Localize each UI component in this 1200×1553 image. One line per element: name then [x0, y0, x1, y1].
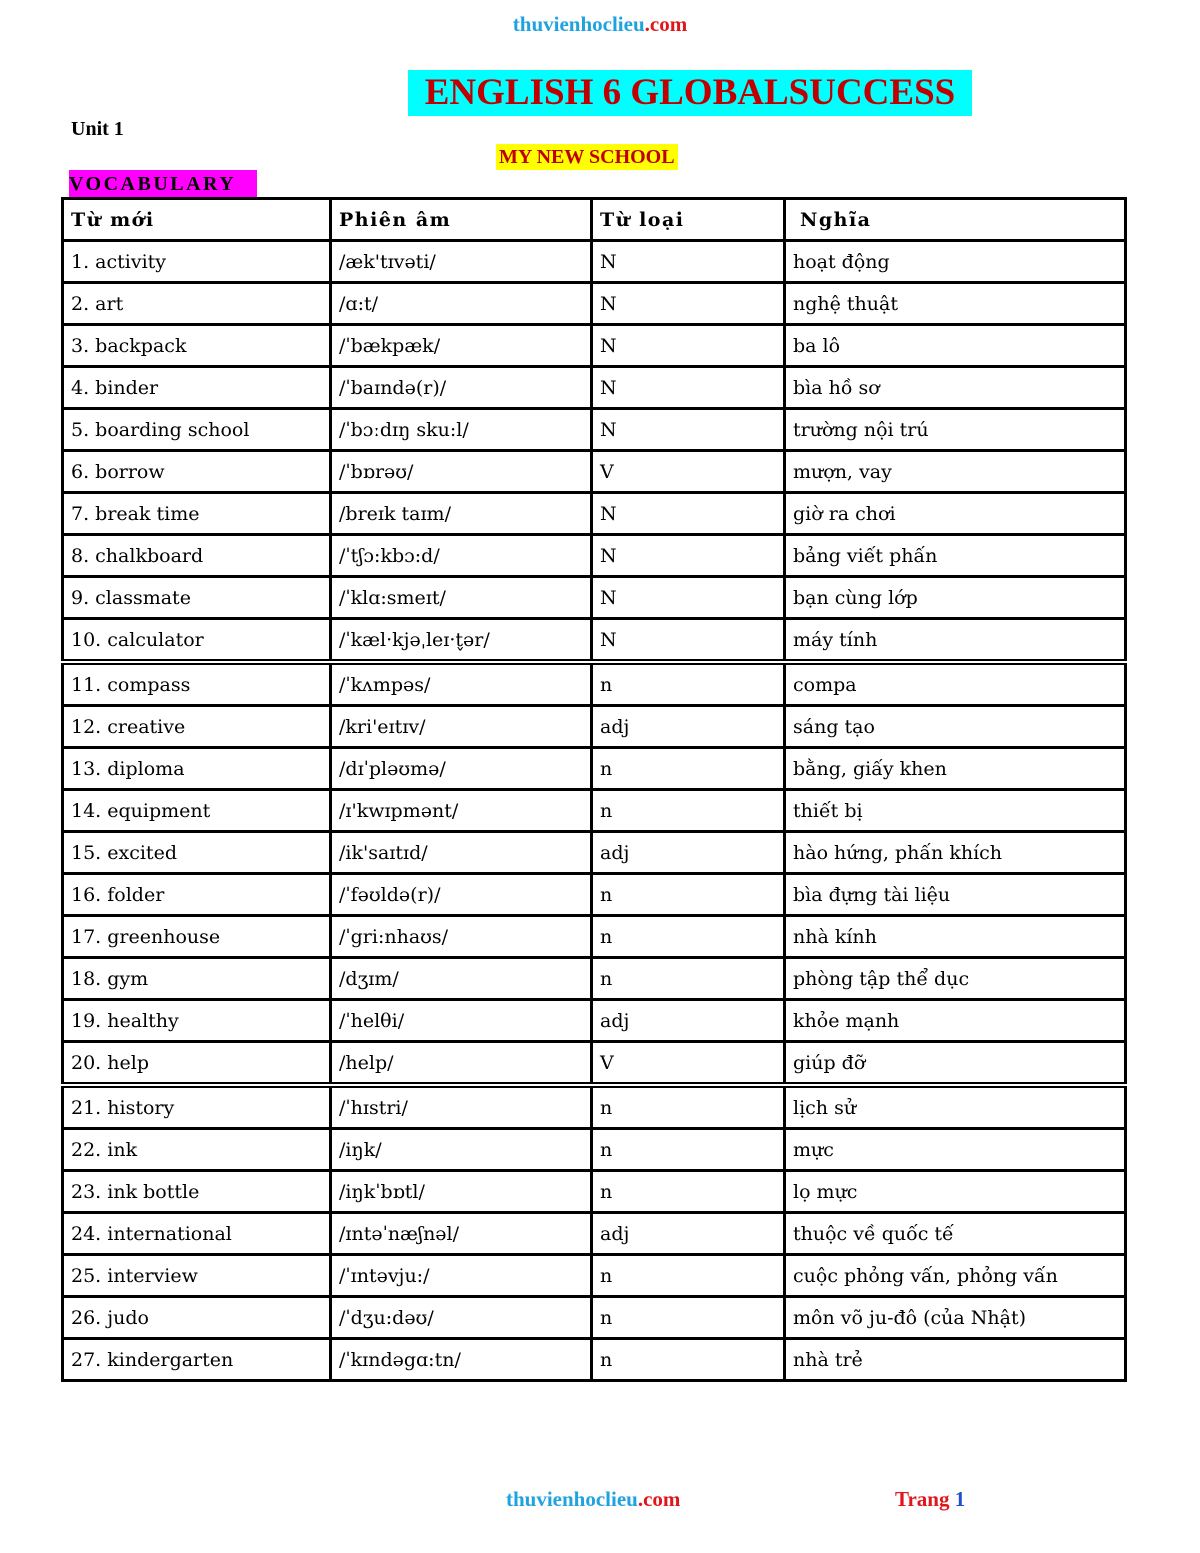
vocab-ipa: /iŋk/	[331, 1129, 592, 1171]
vocab-pos: adj	[592, 1000, 785, 1042]
vocab-word: 16. folder	[63, 874, 331, 916]
vocab-meaning: hoạt động	[785, 241, 1126, 283]
vocab-pos: n	[592, 916, 785, 958]
vocab-pos: adj	[592, 1213, 785, 1255]
vocab-pos: n	[592, 958, 785, 1000]
vocabulary-table	[61, 197, 1127, 1382]
page-label: Trang	[895, 1487, 950, 1511]
vocab-ipa: /ˈdʒu:dəʊ/	[331, 1297, 592, 1339]
vocab-meaning: mượn, vay	[785, 451, 1126, 493]
vocab-pos: adj	[592, 832, 785, 874]
vocab-word: 18. gym	[63, 958, 331, 1000]
vocab-pos: N	[592, 367, 785, 409]
vocab-ipa: /ˈkɪndəgɑ:tn/	[331, 1339, 592, 1381]
column-header-meaning: Nghĩa	[785, 199, 1126, 241]
vocab-word: 10. calculator	[63, 619, 331, 663]
vocab-ipa: /ˈfəʊldə(r)/	[331, 874, 592, 916]
column-header-word: Từ mới	[63, 199, 331, 241]
vocab-word: 3. backpack	[63, 325, 331, 367]
column-header-pos: Từ loại	[592, 199, 785, 241]
vocab-word: 24. international	[63, 1213, 331, 1255]
vocab-meaning: thuộc về quốc tế	[785, 1213, 1126, 1255]
vocab-pos: N	[592, 493, 785, 535]
vocab-ipa: /ɪntəˈnæʃnəl/	[331, 1213, 592, 1255]
vocab-ipa: /dʒɪm/	[331, 958, 592, 1000]
vocab-pos: n	[592, 1339, 785, 1381]
vocab-ipa: /ˈbɒrəʊ/	[331, 451, 592, 493]
vocab-word: 17. greenhouse	[63, 916, 331, 958]
vocab-ipa: /ˈkæl·kjəˌleɪ·t̬ər/	[331, 619, 592, 663]
vocab-meaning: nhà trẻ	[785, 1339, 1126, 1381]
vocab-word: 21. history	[63, 1085, 331, 1129]
vocab-meaning: môn võ ju-đô (của Nhật)	[785, 1297, 1126, 1339]
table-row	[63, 619, 1126, 663]
vocab-meaning: khỏe mạnh	[785, 1000, 1126, 1042]
table-row	[63, 1085, 1126, 1129]
vocab-ipa: /ˈhelθi/	[331, 1000, 592, 1042]
vocab-meaning: lịch sử	[785, 1085, 1126, 1129]
section-label: VOCABULARY	[69, 170, 257, 197]
vocab-word: 13. diploma	[63, 748, 331, 790]
vocab-ipa: /ˈtʃɔ:kbɔ:d/	[331, 535, 592, 577]
vocab-word: 15. excited	[63, 832, 331, 874]
vocab-ipa: /ˈhɪstri/	[331, 1085, 592, 1129]
table-row	[63, 1255, 1126, 1297]
vocab-meaning: máy tính	[785, 619, 1126, 663]
vocab-meaning: trường nội trú	[785, 409, 1126, 451]
page-number	[895, 1487, 965, 1512]
table-header-row	[63, 199, 1126, 241]
vocab-word: 12. creative	[63, 706, 331, 748]
site-name: thuvienhoclieu	[512, 12, 645, 36]
vocab-meaning: nhà kính	[785, 916, 1126, 958]
unit-label: Unit 1	[71, 118, 124, 140]
vocab-pos: N	[592, 325, 785, 367]
vocab-meaning: bìa đựng tài liệu	[785, 874, 1126, 916]
vocab-meaning: nghệ thuật	[785, 283, 1126, 325]
vocab-meaning: hào hứng, phấn khích	[785, 832, 1126, 874]
vocab-ipa: /ˈklɑ:smeɪt/	[331, 577, 592, 619]
table-row	[63, 325, 1126, 367]
vocab-pos: n	[592, 1171, 785, 1213]
document-title: ENGLISH 6 GLOBALSUCCESS	[408, 70, 972, 116]
vocab-meaning: lọ mực	[785, 1171, 1126, 1213]
vocab-pos: N	[592, 241, 785, 283]
vocab-meaning: compa	[785, 662, 1126, 706]
vocab-pos: n	[592, 1129, 785, 1171]
vocab-word: 19. healthy	[63, 1000, 331, 1042]
table-row	[63, 832, 1126, 874]
vocab-word: 27. kindergarten	[63, 1339, 331, 1381]
table-row	[63, 1000, 1126, 1042]
vocab-pos: n	[592, 748, 785, 790]
table-row	[63, 409, 1126, 451]
vocab-ipa: /help/	[331, 1042, 592, 1086]
vocab-meaning: phòng tập thể dục	[785, 958, 1126, 1000]
vocab-pos: N	[592, 283, 785, 325]
table-row	[63, 535, 1126, 577]
vocab-word: 1. activity	[63, 241, 331, 283]
vocab-pos: n	[592, 662, 785, 706]
table-row	[63, 874, 1126, 916]
vocab-word: 22. ink	[63, 1129, 331, 1171]
table-row	[63, 367, 1126, 409]
table-row	[63, 1129, 1126, 1171]
vocab-meaning: cuộc phỏng vấn, phỏng vấn	[785, 1255, 1126, 1297]
vocab-pos: N	[592, 535, 785, 577]
vocab-meaning: mực	[785, 1129, 1126, 1171]
table-row	[63, 577, 1126, 619]
vocab-word: 8. chalkboard	[63, 535, 331, 577]
page-number-value: 1	[954, 1487, 966, 1511]
vocab-word: 25. interview	[63, 1255, 331, 1297]
vocab-ipa: /ˈɪntəvju:/	[331, 1255, 592, 1297]
vocab-word: 9. classmate	[63, 577, 331, 619]
table-row	[63, 790, 1126, 832]
vocab-ipa: /ˈgri:nhaʊs/	[331, 916, 592, 958]
table-row	[63, 1213, 1126, 1255]
footer-site-domain: .com	[637, 1487, 681, 1511]
table-row	[63, 706, 1126, 748]
table-row	[63, 1042, 1126, 1086]
vocab-meaning: bạn cùng lớp	[785, 577, 1126, 619]
vocab-meaning: giờ ra chơi	[785, 493, 1126, 535]
vocab-pos: n	[592, 790, 785, 832]
vocab-ipa: /ˈkʌmpəs/	[331, 662, 592, 706]
vocab-ipa: /ˈbaɪndə(r)/	[331, 367, 592, 409]
vocab-meaning: giúp đỡ	[785, 1042, 1126, 1086]
vocab-meaning: bằng, giấy khen	[785, 748, 1126, 790]
vocab-meaning: bìa hồ sơ	[785, 367, 1126, 409]
vocab-ipa: /ɑ:t/	[331, 283, 592, 325]
vocab-word: 26. judo	[63, 1297, 331, 1339]
vocab-ipa: /breɪk taɪm/	[331, 493, 592, 535]
vocab-ipa: /ˈbɔːdɪŋ sku:l/	[331, 409, 592, 451]
vocab-ipa: /kri'eɪtɪv/	[331, 706, 592, 748]
table-row	[63, 916, 1126, 958]
vocab-pos: N	[592, 409, 785, 451]
vocab-word: 20. help	[63, 1042, 331, 1086]
vocab-pos: V	[592, 1042, 785, 1086]
vocab-word: 23. ink bottle	[63, 1171, 331, 1213]
table-row	[63, 493, 1126, 535]
table-row	[63, 748, 1126, 790]
vocab-ipa: /ˈbækpæk/	[331, 325, 592, 367]
table-row	[63, 1339, 1126, 1381]
table-row	[63, 241, 1126, 283]
vocab-ipa: /æk'tɪvəti/	[331, 241, 592, 283]
vocab-word: 7. break time	[63, 493, 331, 535]
vocab-pos: V	[592, 451, 785, 493]
vocab-pos: N	[592, 577, 785, 619]
vocab-pos: N	[592, 619, 785, 663]
column-header-ipa: Phiên âm	[331, 199, 592, 241]
vocab-word: 5. boarding school	[63, 409, 331, 451]
vocab-meaning: thiết bị	[785, 790, 1126, 832]
table-row	[63, 662, 1126, 706]
vocab-word: 11. compass	[63, 662, 331, 706]
table-row	[63, 451, 1126, 493]
vocab-pos: n	[592, 874, 785, 916]
vocab-word: 4. binder	[63, 367, 331, 409]
table-row	[63, 958, 1126, 1000]
site-header-link[interactable]	[0, 12, 1200, 37]
site-footer-link[interactable]	[506, 1487, 680, 1512]
vocab-pos: n	[592, 1085, 785, 1129]
vocab-word: 14. equipment	[63, 790, 331, 832]
vocab-ipa: /ɪ'kwɪpmənt/	[331, 790, 592, 832]
vocab-word: 2. art	[63, 283, 331, 325]
vocab-meaning: bảng viết phấn	[785, 535, 1126, 577]
vocab-meaning: ba lô	[785, 325, 1126, 367]
table-row	[63, 1171, 1126, 1213]
vocab-pos: adj	[592, 706, 785, 748]
unit-subtitle: MY NEW SCHOOL	[496, 144, 678, 170]
vocab-meaning: sáng tạo	[785, 706, 1126, 748]
footer-site-name: thuvienhoclieu	[506, 1487, 638, 1511]
vocab-ipa: /ik'saɪtɪd/	[331, 832, 592, 874]
vocab-pos: n	[592, 1297, 785, 1339]
vocab-ipa: /dɪˈpləʊmə/	[331, 748, 592, 790]
vocab-word: 6. borrow	[63, 451, 331, 493]
site-domain: .com	[644, 12, 688, 36]
vocab-pos: n	[592, 1255, 785, 1297]
table-row	[63, 283, 1126, 325]
vocab-ipa: /iŋkˈbɒtl/	[331, 1171, 592, 1213]
table-row	[63, 1297, 1126, 1339]
